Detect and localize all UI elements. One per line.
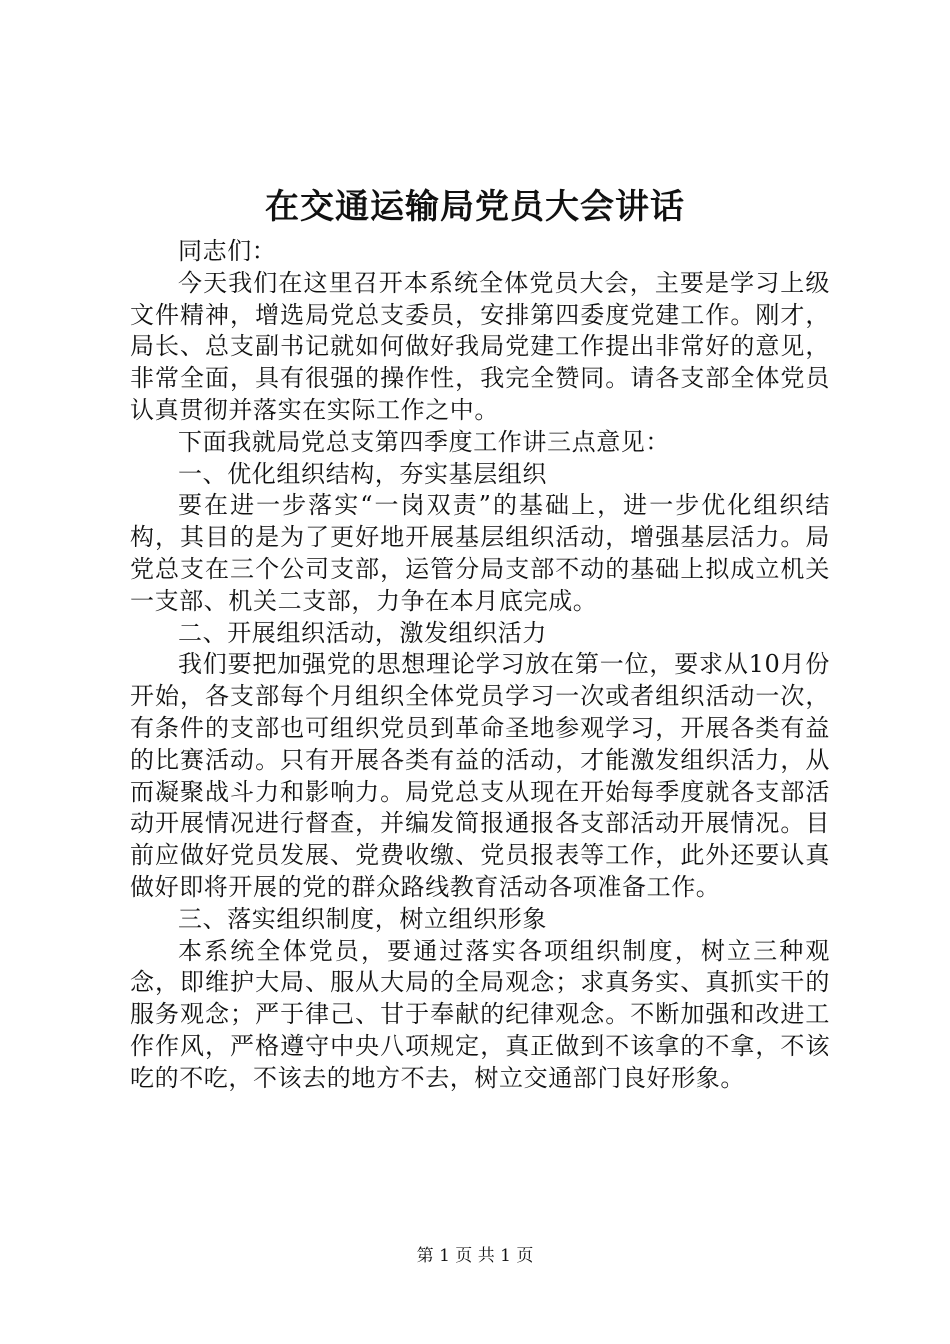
section-body-3: 本系统全体党员，要通过落实各项组织制度，树立三种观念，即维护大局、服从大局的全局观念；求真务实、真抓实干的服务观念；严于律己、甘于奉献的纪律观念。不断加强和改进工作作风，严格遵守中央八项规定，真正做到不该拿的不拿，不该吃的不吃，不该去的地方不去，树立交通部门良好形象。 [130,936,830,1092]
document-title: 在交通运输局党员大会讲话 [265,187,685,227]
salutation-paragraph: 同志们： [178,237,277,265]
document-body [130,236,830,1095]
section-body-1: 要在进一步落实“一岗双责”的基础上，进一步优化组织结构，其目的是为了更好地开展基层组织活动，增强基层活力。局党总支在三个公司支部，运管分局支部不动的基础上拟成立机关一支部、机关二支部，力争在本月底完成。 [130,491,830,615]
section-heading-1: 一、优化组织结构，夯实基层组织 [178,459,547,488]
lead-in-paragraph: 下面我就局党总支第四季度工作讲三点意见： [178,427,670,456]
section-heading-2: 二、开展组织活动，激发组织活力 [178,618,547,647]
section-body-2: 我们要把加强党的思想理论学习放在第一位，要求从10月份开始，各支部每个月组织全体党员学习一次或者组织活动一次，有条件的支部也可组织党员到革命圣地参观学习，开展各类有益的比赛活动。只有开展各类有益的活动，才能激发组织活力，从而凝聚战斗力和影响力。局党总支从现在开始每季度就各支部活动开展情况进行督查，并编发简报通报各支部活动开展情况。目前应做好党员发展、党费收缴、党员报表等工作，此外还要认真做好即将开展的党的群众路线教育活动各项准备工作。 [130,650,830,901]
section-heading-3: 三、落实组织制度，树立组织形象 [178,904,547,933]
page-footer: 第 1 页 共 1 页 [416,1246,534,1266]
intro-paragraph: 今天我们在这里召开本系统全体党员大会，主要是学习上级文件精神，增选局党总支委员，安排第四委度党建工作。刚才，局长、总支副书记就如何做好我局党建工作提出非常好的意见，非常全面，具有很强的操作性，我完全赞同。请各支部全体党员认真贯彻并落实在实际工作之中。 [130,268,830,424]
